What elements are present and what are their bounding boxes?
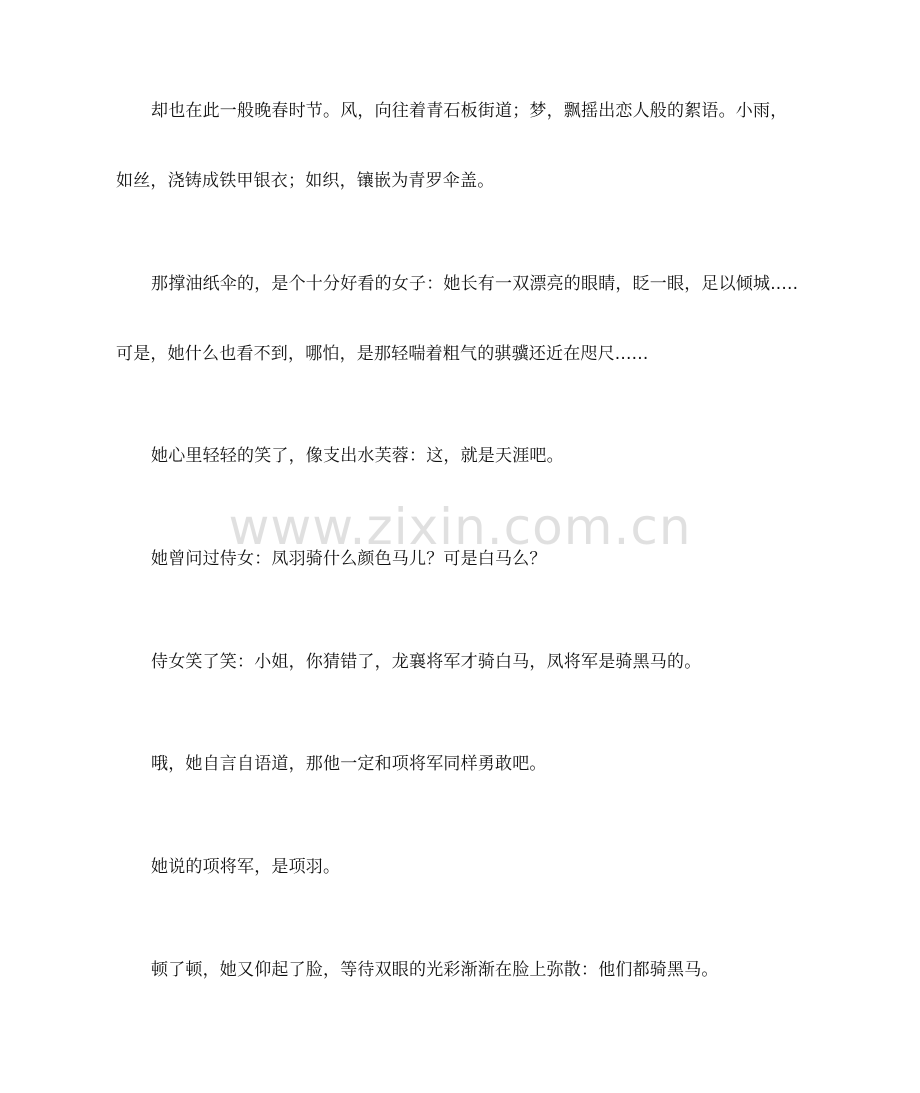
- paragraph-1-line-1: 却也在此一般晚春时节。风，向往着青石板街道；梦，飘摇出恋人般的絮语。小雨，: [151, 101, 788, 121]
- paragraph-6: 哦，她自言自语道，那他一定和项将军同样勇敢吧。: [151, 754, 547, 774]
- paragraph-2-line-1: 那撑油纸伞的，是个十分好看的女子：她长有一双漂亮的眼睛，眨一眼，足以倾城.....: [151, 274, 799, 294]
- paragraph-3: 她心里轻轻的笑了，像支出水芙蓉：这，就是天涯吧。: [151, 446, 564, 466]
- paragraph-7: 她说的项将军，是项羽。: [151, 857, 341, 877]
- paragraph-2-line-2: 可是，她什么也看不到，哪怕，是那轻喘着粗气的骐骥还近在咫尺......: [116, 344, 649, 364]
- paragraph-5: 侍女笑了笑：小姐，你猜错了，龙襄将军才骑白马，凤将军是骑黑马的。: [151, 652, 702, 672]
- paragraph-8: 顿了顿，她又仰起了脸，等待双眼的光彩渐渐在脸上弥散：他们都骑黑马。: [151, 960, 719, 980]
- paragraph-4: 她曾问过侍女：凤羽骑什么颜色马儿？可是白马么？: [151, 549, 547, 569]
- watermark-text: www.zixin.com.cn: [228, 498, 692, 556]
- paragraph-1-line-2: 如丝，浇铸成铁甲银衣；如织，镶嵌为青罗伞盖。: [116, 171, 495, 191]
